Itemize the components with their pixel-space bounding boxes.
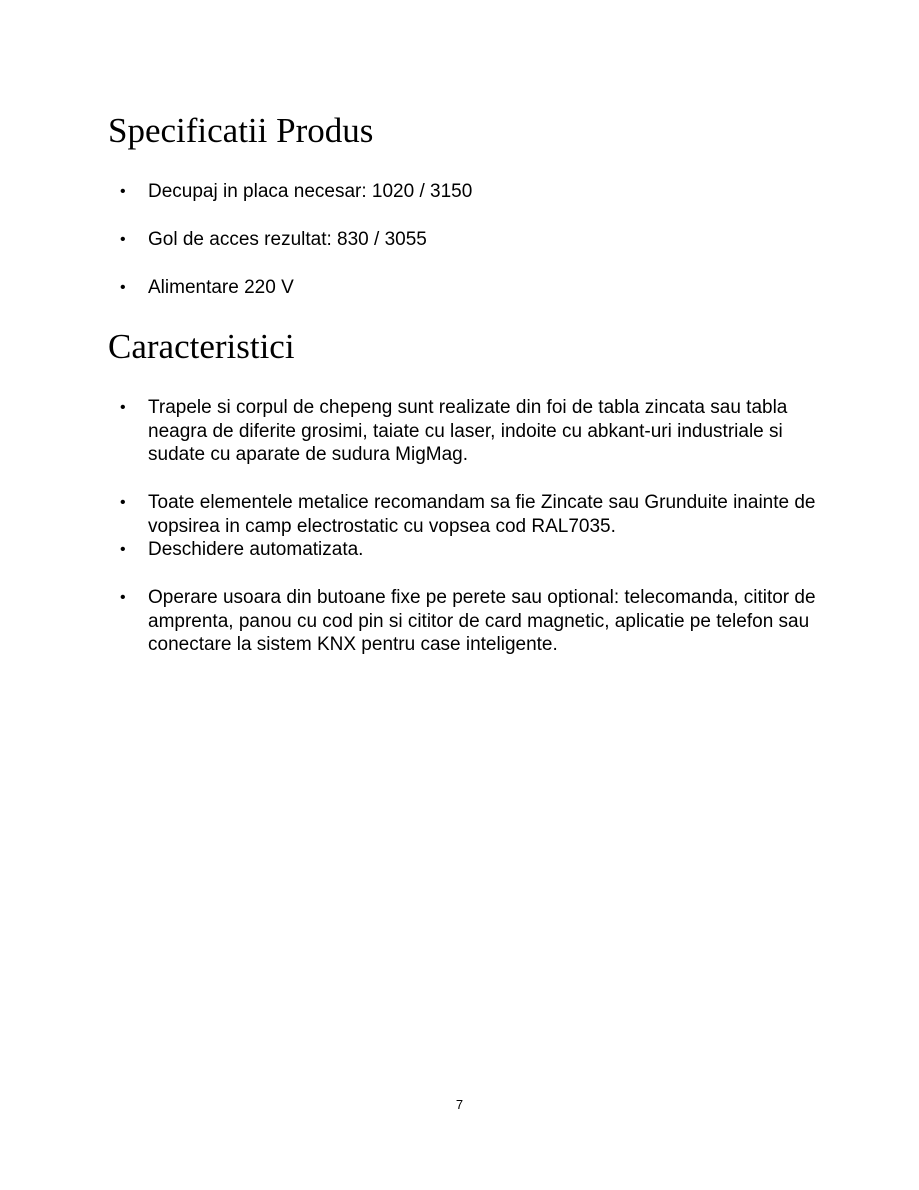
spec-item-access-gap — [0, 228, 818, 252]
spec-item-power — [0, 276, 818, 300]
bullet-icon: • — [120, 541, 126, 558]
feature-item-text: Deschidere automatizata. — [148, 539, 364, 560]
spec-item-text: Decupaj in placa necesar: 1020 / 3150 — [148, 181, 473, 202]
bullet-icon: • — [120, 494, 126, 511]
feature-item-construction — [0, 396, 818, 467]
bullet-icon: • — [120, 589, 126, 606]
bullet-icon: • — [120, 279, 126, 296]
feature-item-operation — [0, 586, 818, 657]
heading-caracteristici: Caracteristici — [108, 327, 295, 366]
spec-item-text: Alimentare 220 V — [148, 277, 294, 298]
features-list — [0, 396, 818, 657]
feature-item-text: Operare usoara din butoane fixe pe perete sau optional: telecomanda, cititor de amprenta, panou cu cod pin si cititor de card magnetic, aplicatie pe telefon sau conectare la sistem KNX pentru case inteligente. — [148, 587, 816, 655]
bullet-icon: • — [120, 399, 126, 416]
spec-item-text: Gol de acces rezultat: 830 / 3055 — [148, 229, 427, 250]
bullet-icon: • — [120, 183, 126, 200]
spec-list — [0, 180, 818, 300]
page-number: 7 — [455, 1097, 464, 1112]
heading-specificatii-produs: Specificatii Produs — [108, 111, 374, 150]
feature-item-text: Toate elementele metalice recomandam sa fie Zincate sau Grunduite inainte de vopsirea in camp electrostatic cu vopsea cod RAL7035. — [148, 492, 816, 537]
feature-item-text: Trapele si corpul de chepeng sunt realizate din foi de tabla zincata sau tabla neagra de diferite grosimi, taiate cu laser, indoite cu abkant-uri industriale si sudate cu aparate de sudura MigMag. — [148, 397, 788, 465]
bullet-icon: • — [120, 231, 126, 248]
feature-item-automation — [0, 538, 818, 562]
spec-item-cutout — [0, 180, 818, 204]
feature-item-finish — [0, 491, 818, 538]
